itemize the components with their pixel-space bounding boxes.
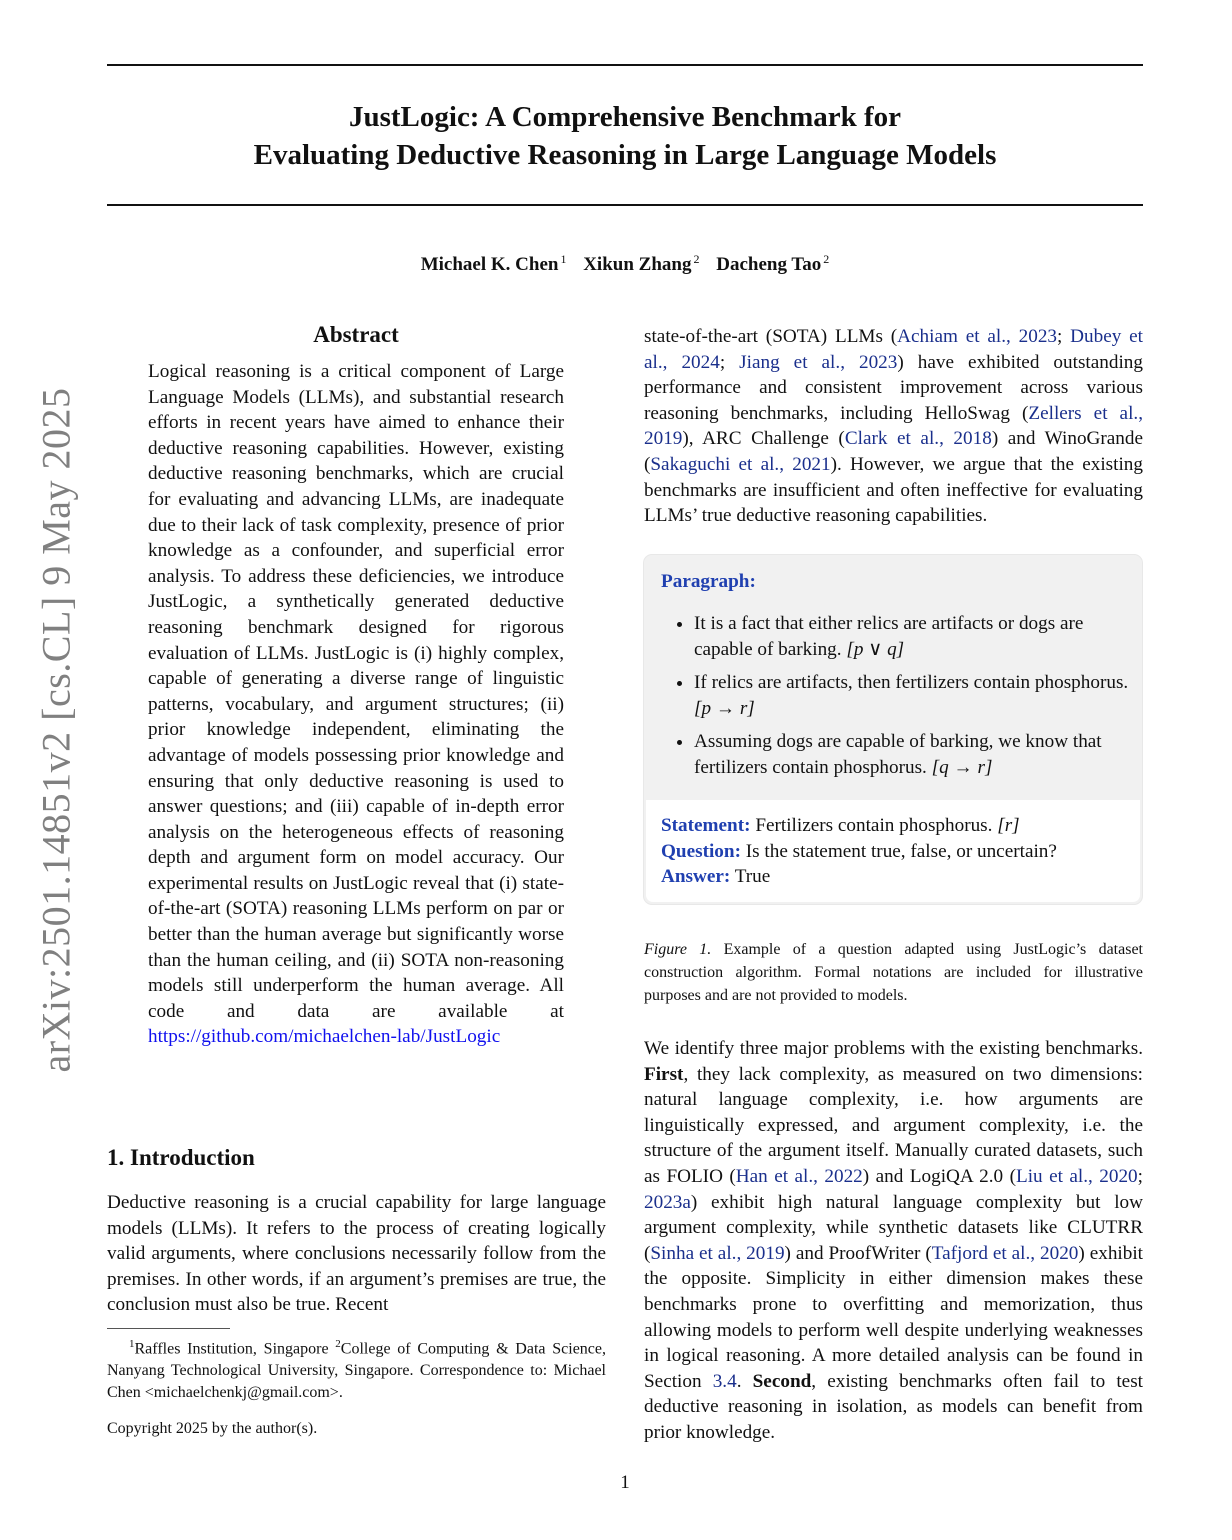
citation-link[interactable]: Han et al., 2022 — [735, 1165, 863, 1187]
footnote-marker: 1 — [129, 1338, 135, 1350]
question-panel — [646, 800, 1140, 902]
question-label: Question: — [661, 840, 741, 862]
paragraph-label: Paragraph: — [661, 571, 756, 592]
formal-notation: [p → r] — [694, 697, 755, 719]
caption-text: Example of a question adapted using JustLogic’s dataset construction algorithm. Formal notations are included for illustrative purposes and are not provided to models. — [644, 941, 1144, 1004]
answer-text: True — [730, 866, 771, 888]
citation-link[interactable]: Dubey et al., 2024 — [644, 326, 1143, 373]
footnote-marker: 2 — [335, 1338, 341, 1350]
affiliation-marker: 2 — [693, 252, 700, 266]
author-name: Xikun Zhang — [583, 254, 692, 276]
bold-term: Second — [752, 1370, 812, 1392]
premise-list — [672, 611, 1134, 789]
title-line-2: Evaluating Deductive Reasoning in Large Language Models — [253, 139, 997, 171]
premise-item — [694, 670, 1134, 721]
introduction-paragraph-right-top — [644, 324, 1143, 529]
citation-link[interactable]: 2023a — [644, 1191, 691, 1213]
text-run: ) exhibit the opposite. Simplicity in either dimension makes these benchmarks prone to overfitting and memorization, thus allowing models to perform well despite underlying weaknesses in logical reasoning. A more detailed analysis can be found in Section — [644, 1242, 1143, 1392]
citation-link[interactable]: Liu et al., 2020 — [1015, 1165, 1138, 1187]
author — [421, 254, 567, 275]
affiliation-marker: 2 — [823, 252, 830, 266]
text-run: ), ARC Challenge ( — [682, 428, 845, 450]
citation-link[interactable]: Clark et al., 2018 — [844, 428, 992, 450]
title-line-1: JustLogic: A Comprehensive Benchmark for — [348, 101, 902, 133]
introduction-paragraph-left: Deductive reasoning is a crucial capability for large language models (LLMs). It refers to the process of creating logically valid arguments, where conclusions necessarily follow from the premises. In other words, if an argument’s premises are true, the conclusion must also be true. Recent — [107, 1192, 606, 1316]
formal-notation: [q → r] — [931, 756, 993, 778]
copyright-notice: Copyright 2025 by the author(s). — [107, 1420, 318, 1437]
premise-item — [694, 729, 1134, 780]
text-run: . — [736, 1370, 753, 1392]
answer-row — [661, 864, 1125, 890]
author-list — [107, 252, 1143, 276]
author-name: Michael K. Chen — [420, 254, 559, 276]
figure-1-example-box — [644, 555, 1142, 904]
statement-label: Statement: — [661, 815, 751, 836]
author — [583, 254, 699, 275]
premise-text: If relics are artifacts, then fertilizers contain phosphorus. — [694, 672, 1129, 694]
question-row — [661, 839, 1125, 865]
bold-term: First — [644, 1063, 684, 1085]
github-link[interactable]: https://github.com/michaelchen-lab/JustLogic — [148, 1026, 501, 1048]
caption-figure-number: Figure 1. — [644, 941, 712, 958]
formal-notation: [p ∨ q] — [846, 638, 905, 660]
abstract-body — [148, 359, 564, 1050]
figure-1-caption — [644, 938, 1143, 1007]
section-heading-introduction: 1. Introduction — [107, 1145, 255, 1170]
text-run: ) and LogiQA 2.0 ( — [862, 1165, 1016, 1187]
text-run: ) exhibit high natural language complexity but low argument complexity, while synthetic datasets like CLUTRR ( — [644, 1191, 1143, 1264]
statement-row — [661, 813, 1125, 839]
affiliation-marker: 1 — [560, 252, 567, 266]
text-run: , existing benchmarks often fail to test deductive reasoning in isolation, as models can benefit from prior knowledge. — [644, 1370, 1143, 1443]
paper-title — [107, 98, 1143, 174]
text-run: ). However, we argue that the existing benchmarks are insufficient and often ineffective for evaluating LLMs’ true deductive reasoning capabilities. — [644, 453, 1143, 527]
footnote-affiliations — [107, 1333, 606, 1404]
text-run: , they lack complexity, as measured on two dimensions: natural language complexity, i.e. how arguments are linguistically expressed, and argument complexity, i.e. the structure of the argument itself. Manually curated datasets, such as FOLIO ( — [644, 1063, 1143, 1187]
abstract-heading: Abstract — [313, 322, 399, 347]
section-reference-link[interactable]: 3.4 — [712, 1370, 737, 1392]
premise-item — [694, 611, 1134, 662]
statement-text: Fertilizers contain phosphorus. — [750, 815, 998, 836]
arxiv-stamp: arXiv:2501.14851v2 [cs.CL] 9 May 2025 — [33, 387, 79, 1073]
introduction-paragraph-right-bottom — [644, 1036, 1143, 1446]
abstract-text: Logical reasoning is a critical component of Large Language Models (LLMs), and substantial research efforts in recent years have aimed to enhance their deductive reasoning capabilities. However, existing deductive reasoning benchmarks, which are crucial for evaluating and advancing LLMs, are inadequate due to their lack of task complexity, presence of prior knowledge as a confounder, and superficial error analysis. To address these deficiencies, we introduce JustLogic, a synthetically generated deductive reasoning benchmark designed for rigorous evaluation of LLMs. JustLogic is (i) highly complex, capable of generating a diverse range of linguistic patterns, vocabulary, and argument structures; (ii) prior knowledge independent, eliminating the advantage of models possessing prior knowledge and ensuring that only deductive reasoning is used to answer questions; and (iii) capable of in-depth error analysis on the heterogeneous effects of reasoning depth and argument form on model accuracy. Our experimental results on JustLogic reveal that (i) state-of-the-art (SOTA) reasoning LLMs perform on par or better than the human average but significantly worse than the human ceiling, and (ii) SOTA non-reasoning models still underperform the human average. All code and data are available at — [148, 361, 564, 1022]
answer-label: Answer: — [661, 866, 731, 888]
premise-text: Assuming dogs are capable of barking, we know that fertilizers contain phosphorus. — [694, 731, 1102, 778]
text-run: ) and WinoGrande ( — [644, 428, 1144, 475]
citation-link[interactable]: Jiang et al., 2023 — [739, 351, 898, 373]
citation-link[interactable]: Zellers et al., 2019 — [644, 402, 1144, 450]
text-run: state-of-the-art (SOTA) LLMs ( — [644, 326, 898, 347]
citation-link[interactable]: Achiam et al., 2023 — [897, 326, 1058, 347]
author-name: Dacheng Tao — [716, 254, 822, 276]
citation-link[interactable]: Sinha et al., 2019 — [650, 1242, 785, 1264]
text-run: ; — [719, 351, 740, 373]
text-run: ; — [1137, 1165, 1143, 1187]
text-run: ) have exhibited outstanding performance and consistent improvement across various reasoning benchmarks, including HelloSwag ( — [644, 351, 1143, 424]
citation-link[interactable]: Tafjord et al., 2020 — [931, 1242, 1079, 1264]
text-run: We identify three major problems with the existing benchmarks. — [644, 1038, 1143, 1059]
premise-text: It is a fact that either relics are artifacts or dogs are capable of barking. — [694, 613, 1084, 660]
text-run: ; — [1057, 326, 1071, 347]
formal-notation: [r] — [997, 815, 1020, 836]
page-number: 1 — [620, 1472, 630, 1493]
author — [716, 254, 829, 275]
text-run: ) and ProofWriter ( — [784, 1242, 932, 1264]
title-bottom-rule — [107, 204, 1143, 206]
title-top-rule — [107, 64, 1143, 66]
footnote-affiliation-1: Raffles Institution, Singapore — [134, 1340, 336, 1358]
citation-link[interactable]: Sakaguchi et al., 2021 — [650, 453, 831, 475]
footnote-rule — [107, 1328, 230, 1329]
question-text: Is the statement true, false, or uncertain? — [740, 840, 1057, 862]
footnote-affiliation-2: College of Computing & Data Science, Nanyang Technological University, Singapore. Correspondence to: Michael Chen <michaelchenkj@gmail.com>. — [107, 1340, 606, 1402]
